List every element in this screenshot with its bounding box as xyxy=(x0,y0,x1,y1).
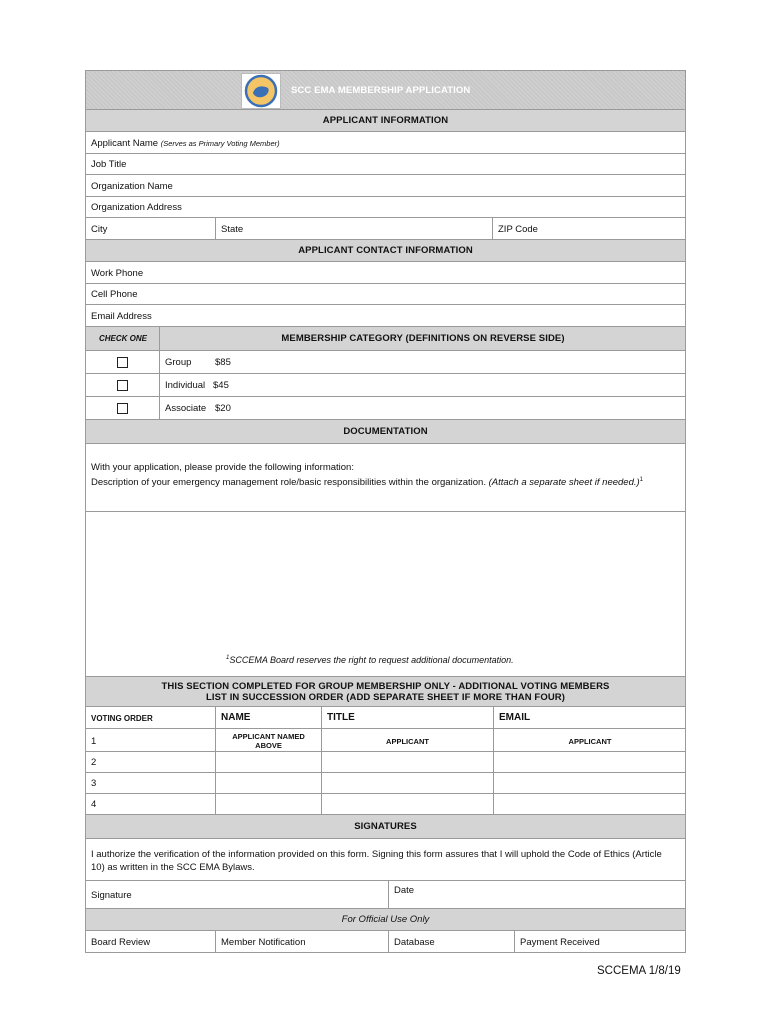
group-checkbox[interactable] xyxy=(117,357,128,368)
date-label: Date xyxy=(394,885,415,896)
org-name-row[interactable] xyxy=(85,175,686,197)
title-input[interactable] xyxy=(321,794,493,814)
option-associate-row xyxy=(85,397,686,420)
membership-header-cell xyxy=(159,327,686,350)
city-label: City xyxy=(91,224,108,235)
section-header-official xyxy=(85,909,686,931)
documentation-line2-wrap xyxy=(91,474,643,489)
job-title-label: Job Title xyxy=(91,159,127,170)
table-row xyxy=(85,729,686,752)
order-1: 1 xyxy=(91,736,97,747)
member-notification-cell[interactable] xyxy=(215,931,388,952)
associate-checkbox[interactable] xyxy=(117,403,128,414)
group-header-line1: THIS SECTION COMPLETED FOR GROUP MEMBERSHIP ONLY - ADDITIONAL VOTING MEMBERS xyxy=(161,681,610,692)
database-label: Database xyxy=(394,937,435,948)
row1-email: APPLICANT xyxy=(568,737,612,746)
associate-price: $20 xyxy=(215,403,231,414)
authorization-text: I authorize the verification of the information provided on this form. Signing this form assures that I will uphold the Code of Ethics (Article 10) as written in the SCC EMA Bylaws. xyxy=(91,849,662,873)
cell-phone-label: Cell Phone xyxy=(91,289,138,300)
footnote-marker: 1 xyxy=(639,477,644,483)
check-one-label: CHECK ONE xyxy=(99,334,148,343)
col-email: EMAIL xyxy=(499,712,531,723)
email-row[interactable] xyxy=(85,305,686,327)
board-review-label: Board Review xyxy=(91,937,151,948)
order-3: 3 xyxy=(91,778,97,789)
job-title-row[interactable] xyxy=(85,154,686,175)
documentation-response-area[interactable] xyxy=(85,512,686,677)
section-title: MEMBERSHIP CATEGORY (DEFINITIONS ON REVERSE SIDE) xyxy=(281,333,565,344)
section-header-signatures xyxy=(85,815,686,839)
date-cell[interactable] xyxy=(388,881,686,908)
group-label: Group xyxy=(165,357,192,368)
zip-cell[interactable] xyxy=(492,218,686,239)
col-name: NAME xyxy=(221,712,251,723)
individual-label: Individual xyxy=(165,380,206,391)
row1-name: APPLICANT NAMED ABOVE xyxy=(232,732,305,750)
form-title: SCC EMA MEMBERSHIP APPLICATION xyxy=(291,85,471,96)
signature-label: Signature xyxy=(91,890,132,901)
title-input[interactable] xyxy=(321,773,493,793)
section-title: DOCUMENTATION xyxy=(343,426,428,437)
city-state-zip-row xyxy=(85,218,686,240)
col-email-cell xyxy=(493,707,686,728)
row1-title: APPLICANT xyxy=(386,737,429,746)
payment-cell[interactable] xyxy=(514,931,686,952)
org-address-label: Organization Address xyxy=(91,202,182,213)
table-row xyxy=(85,752,686,773)
associate-label: Associate xyxy=(165,403,207,414)
applicant-name-label: Applicant Name xyxy=(91,138,159,149)
signature-row xyxy=(85,881,686,909)
order-4: 4 xyxy=(91,799,97,810)
state-cell[interactable] xyxy=(215,218,492,239)
applicant-name-note: (Serves as Primary Voting Member) xyxy=(160,139,280,148)
section-title: For Official Use Only xyxy=(341,914,430,925)
col-voting-order: VOTING ORDER xyxy=(91,714,153,723)
payment-label: Payment Received xyxy=(520,937,600,948)
footnote-sup: 1 xyxy=(226,655,230,661)
section-title: APPLICANT INFORMATION xyxy=(322,115,449,126)
section-header-applicant xyxy=(85,110,686,132)
applicant-name-row[interactable] xyxy=(85,132,686,154)
membership-form xyxy=(85,70,686,953)
footer-code: SCCEMA 1/8/19 xyxy=(597,965,681,977)
group-table-header xyxy=(85,707,686,729)
option-cell xyxy=(159,374,686,396)
org-name-label: Organization Name xyxy=(91,181,173,192)
group-price: $85 xyxy=(215,357,231,368)
section-header-documentation xyxy=(85,420,686,444)
email-label: Email Address xyxy=(91,311,152,322)
option-cell xyxy=(159,351,686,373)
name-input[interactable] xyxy=(215,773,321,793)
section-title: APPLICANT CONTACT INFORMATION xyxy=(298,245,473,256)
col-title-cell xyxy=(321,707,493,728)
title-cell xyxy=(321,729,493,751)
footnote xyxy=(226,655,514,665)
authorization-text-row xyxy=(85,839,686,881)
documentation-line2: Description of your emergency management role/basic responsibilities within the organization. xyxy=(91,477,486,489)
name-input[interactable] xyxy=(215,752,321,772)
email-input[interactable] xyxy=(493,752,686,772)
table-row xyxy=(85,773,686,794)
documentation-note: (Attach a separate sheet if needed.) xyxy=(488,477,640,489)
state-label: State xyxy=(221,224,244,235)
table-row xyxy=(85,794,686,815)
individual-price: $45 xyxy=(213,380,229,391)
section-header-group xyxy=(85,677,686,707)
email-input[interactable] xyxy=(493,794,686,814)
form-banner xyxy=(85,70,686,110)
col-name-cell xyxy=(215,707,321,728)
official-use-row xyxy=(85,931,686,953)
database-cell[interactable] xyxy=(388,931,514,952)
col-title: TITLE xyxy=(327,712,355,723)
work-phone-row[interactable] xyxy=(85,262,686,284)
group-header-line2: LIST IN SUCCESSION ORDER (ADD SEPARATE SHEET IF MORE THAN FOUR) xyxy=(205,692,566,703)
name-input[interactable] xyxy=(215,794,321,814)
title-input[interactable] xyxy=(321,752,493,772)
group-header-text xyxy=(86,677,685,703)
option-cell xyxy=(159,397,686,419)
membership-header-row xyxy=(85,327,686,351)
name-cell xyxy=(215,729,321,751)
section-title: SIGNATURES xyxy=(354,821,417,832)
work-phone-label: Work Phone xyxy=(91,268,144,279)
footnote-text: SCCEMA Board reserves the right to request additional documentation. xyxy=(229,655,514,665)
org-address-row[interactable] xyxy=(85,197,686,218)
section-header-contact xyxy=(85,240,686,262)
cell-phone-row[interactable] xyxy=(85,284,686,305)
documentation-line1: With your application, please provide the following information: xyxy=(91,462,354,473)
option-individual-row xyxy=(85,374,686,397)
email-cell xyxy=(493,729,686,751)
individual-checkbox[interactable] xyxy=(117,380,128,391)
option-group-row xyxy=(85,351,686,374)
documentation-text xyxy=(91,462,643,489)
documentation-instructions xyxy=(85,444,686,512)
zip-label: ZIP Code xyxy=(498,224,538,235)
email-input[interactable] xyxy=(493,773,686,793)
order-2: 2 xyxy=(91,757,97,768)
member-notification-label: Member Notification xyxy=(221,937,306,948)
logo xyxy=(241,73,281,109)
